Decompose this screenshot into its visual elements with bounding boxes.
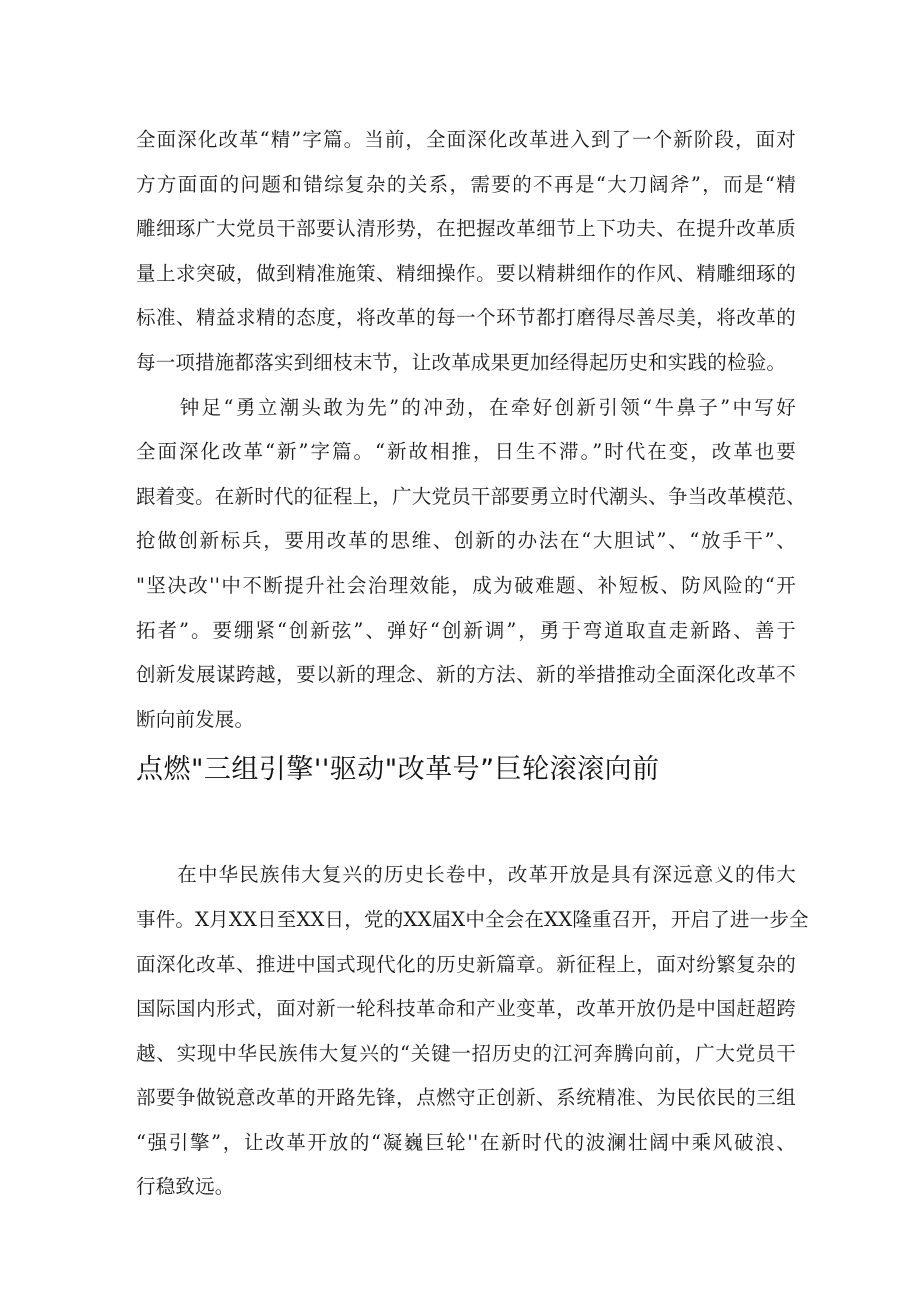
text-line: 部要争做锐意改革的开路先锋，点燃守正创新、系统精准、为民依民的三组 [136,1086,796,1110]
text-line: 每一项措施都落实到细枝末节，让改革成果更加经得起历史和实践的检验。 [136,350,787,374]
text-line: 越、实现中华民族伟大复兴的“关键一招历史的江河奔腾向前，广大党员干 [136,1041,796,1065]
text-line: 拓者”。要绷紧“创新弦”、弹好“创新调”，勇于弯道取直走新路、善于 [136,618,796,642]
text-line: 雕细琢广大党员干部要认清形势，在把握改革细节上下功夫、在提升改革质 [136,217,796,241]
text-line: 创新发展谋跨越，要以新的理念、新的方法、新的举措推动全面深化改革不 [136,663,796,687]
text-line: 面深化改革、推进中国式现代化的历史新篇章。新征程上，面对纷繁复杂的 [136,952,796,976]
section-heading: 点燃"三组引擎''驱动"改革号”巨轮滚滚向前 [136,754,660,786]
paragraph-innovation [136,386,806,743]
text-line: 量上求突破，做到精准施策、精细操作。要以精耕细作的作风、精雕细琢的 [136,261,796,285]
text-line: 标准、精益求精的态度，将改革的每一个环节都打磨得尽善尽美，将改革的 [136,306,796,330]
text-line: 全面深化改革“新”字篇。“新故相推，日生不滞。”时代在变，改革也要 [136,440,796,464]
text-line: “强引擎”，让改革开放的“凝巍巨轮''在新时代的波澜壮阔中乘风破浪、 [136,1130,796,1154]
section-spacer [136,795,796,853]
document-page [136,118,809,1210]
paragraph-precision [136,118,796,386]
text-line: 抢做创新标兵，要用改革的思维、创新的办法在“大胆试”、“放手干”、 [136,529,796,553]
text-line: 方方面面的问题和错综复杂的关系，需要的不再是“大刀阔斧”，而是“精 [136,172,796,196]
text-line: 钟足“勇立潮头敢为先”的冲劲，在牵好创新引领“牛鼻子”中写好 [136,395,796,419]
text-line: 断向前发展。 [136,707,255,731]
paragraph-introduction [136,853,809,1210]
text-line: 在中华民族伟大复兴的历史长卷中，改革开放是具有深远意义的伟大 [136,863,796,887]
text-line: 国际国内形式，面对新一轮科技革命和产业变革，改革开放仍是中国赶超跨 [136,997,796,1021]
text-line: "坚决改''中不断提升社会治理效能，成为破难题、补短板、防风险的“开 [136,573,796,597]
text-line: 事件。X月XX日至XX日，党的XX届X中全会在XX隆重召开，开启了进一步全 [136,907,809,931]
text-line: 跟着变。在新时代的征程上，广大党员干部要勇立时代潮头、争当改革模范、 [136,484,806,508]
text-line: 行稳致远。 [136,1175,235,1199]
text-line: 全面深化改革“精”字篇。当前，全面深化改革进入到了一个新阶段，面对 [136,128,796,151]
